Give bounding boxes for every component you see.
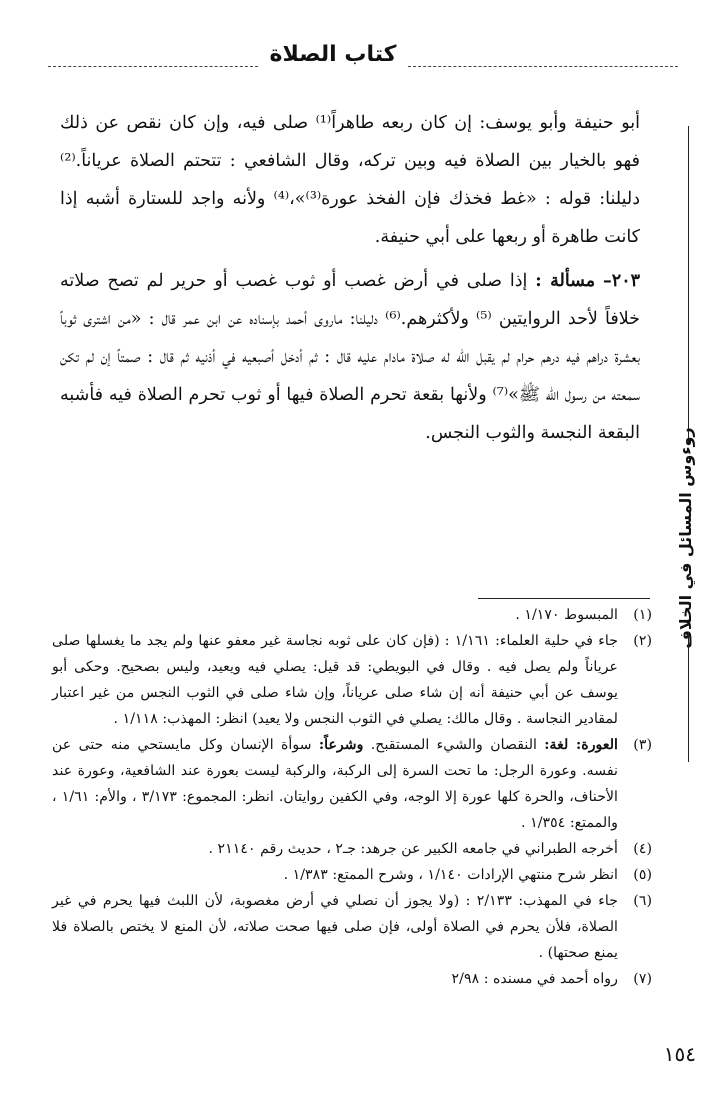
footnote-number: (٧) <box>633 971 652 987</box>
footnote-5 <box>52 862 652 888</box>
footnote-2 <box>52 628 652 732</box>
footnote-4 <box>52 836 652 862</box>
footnote-number: (٥) <box>633 867 652 883</box>
footnote-1 <box>52 602 652 628</box>
page-number: ١٥٤ <box>663 1042 696 1066</box>
footnote-text <box>52 732 618 836</box>
footnote-number: (١) <box>633 607 652 623</box>
footnotes <box>52 602 652 992</box>
side-running-title: روءوس المسائل في الخلاف <box>676 427 695 649</box>
footnote-text: انظر شرح منتهي الإرادات ١/١٤٠ ، وشرح الممتع: ١/٣٨٣ . <box>283 867 618 883</box>
footnote-number: (٦) <box>633 893 652 909</box>
issue-number: ٢٠٣– <box>603 271 640 291</box>
footnote-3 <box>52 732 652 836</box>
footnote-number: (٢) <box>633 633 652 649</box>
paragraph-1: أبو حنيفة وأبو يوسف: إن كان ربعه طاهراً⁽¹⁾ صلى فيه، وإن كان نقص عن ذلك فهو بالخيار بين الصلاة فيه وبين تركه، وقال الشافعي : تتحتم الصلاة عرياناً.⁽²⁾ دليلنا: قوله : «غط فخذك فإن الفخذ عورة⁽³⁾»،⁽⁴⁾ ولأنه واجد للستارة أشبه إذا كانت طاهرة أو ربعها على أبي حنيفة. <box>60 113 640 247</box>
paragraph-2 <box>60 262 640 452</box>
footnote-text: المبسوط ١/١٧٠ . <box>515 607 618 623</box>
footnote-text: جاء في المهذب: ٢/١٣٣ : (ولا يجوز أن نصلي في أرض مغصوبة، لأن اللبث فيها يحرم في غير الصلاة، فلأن يحرم في الصلاة أولى، فإن صلى فيها صحت صلاته، لأن المنع لا يختص بالصلاة فلا يمنع صحتها) . <box>52 893 618 961</box>
page-header-title: كتاب الصلاة <box>269 42 397 67</box>
side-rule-top <box>688 126 689 444</box>
footnote-number: (٣) <box>633 737 652 753</box>
header-rule-left <box>48 66 258 67</box>
issue-text: إذا صلى في أرض غصب أو ثوب غصب أو حرير لم تصح صلاته خلافاً لأحد الروايتين ⁽⁵⁾ ولأكثرهم.⁽⁶⁾ دليلنا: ماروى أحمد بإسناده عن ابن عمر قال : «من اشترى ثوباً بعشرة دراهم فيه درهم حرام لم يقبل الله له صلاة مادام عليه قال : ثم أدخل أصبعيه في أذنيه ثم قال : صمتاً إن لم تكن سمعته من رسول الله ﷺ»⁽⁷⁾ ولأنها بقعة تحرم الصلاة فيها أو ثوب تحرم الصلاة فيه فأشبه البقعة النجسة والثوب النجس. <box>60 271 640 443</box>
footnote-text-part: النقصان والشيء المستقبح. <box>363 737 545 753</box>
footnote-term: العورة: لغة: <box>544 737 618 753</box>
footnote-text: رواه أحمد في مسنده : ٢/٩٨ <box>451 971 618 987</box>
footnote-number: (٤) <box>633 841 652 857</box>
footnote-text-part: سوأة الإنسان وكل مايستحي منه حتى عن نفسه. وعورة الرجل: ما تحت السرة إلى الركبة، والركبة ليست بعورة عند الشافعية، وعورة عند الأحناف، والحرة كلها عورة إلا الوجه، وفي الكفين روايتان. انظر: المجموع: ٣/١٧٣ ، والأم: ١/٦١ ، والممتع: ١/٣٥٤ . <box>52 737 618 831</box>
footnote-term: وشرعاً: <box>318 737 364 753</box>
side-rule-bottom <box>688 632 689 762</box>
main-text <box>60 104 640 458</box>
footnote-separator <box>478 598 650 599</box>
header-rule-right <box>408 66 678 67</box>
footnote-7 <box>52 966 652 992</box>
footnote-6 <box>52 888 652 966</box>
issue-label: مسألة : <box>535 271 596 291</box>
footnote-text: جاء في حلية العلماء: ١/١٦١ : (فإن كان على ثوبه نجاسة غير معفو عنها ولم يجد ما يغسلها صلى عرياناً ولم يصل فيه . وقال في البويطي: قد قيل: يصلي فيه ويعيد، وليس بصحيح. وحكى أبو يوسف عن أبي حنيفة أنه إن شاء صلى عرياناً، وإن شاء صلى في الثوب النجس من غير اعتبار لمقادير النجاسة . وقال مالك: يصلي في الثوب النجس ولا يعيد) انظر: المهذب: ١/١١٨ . <box>52 633 618 727</box>
footnote-text: أخرجه الطبراني في جامعه الكبير عن جرهد: جـ٢ ، حديث رقم ٢١١٤٠ . <box>208 841 618 857</box>
